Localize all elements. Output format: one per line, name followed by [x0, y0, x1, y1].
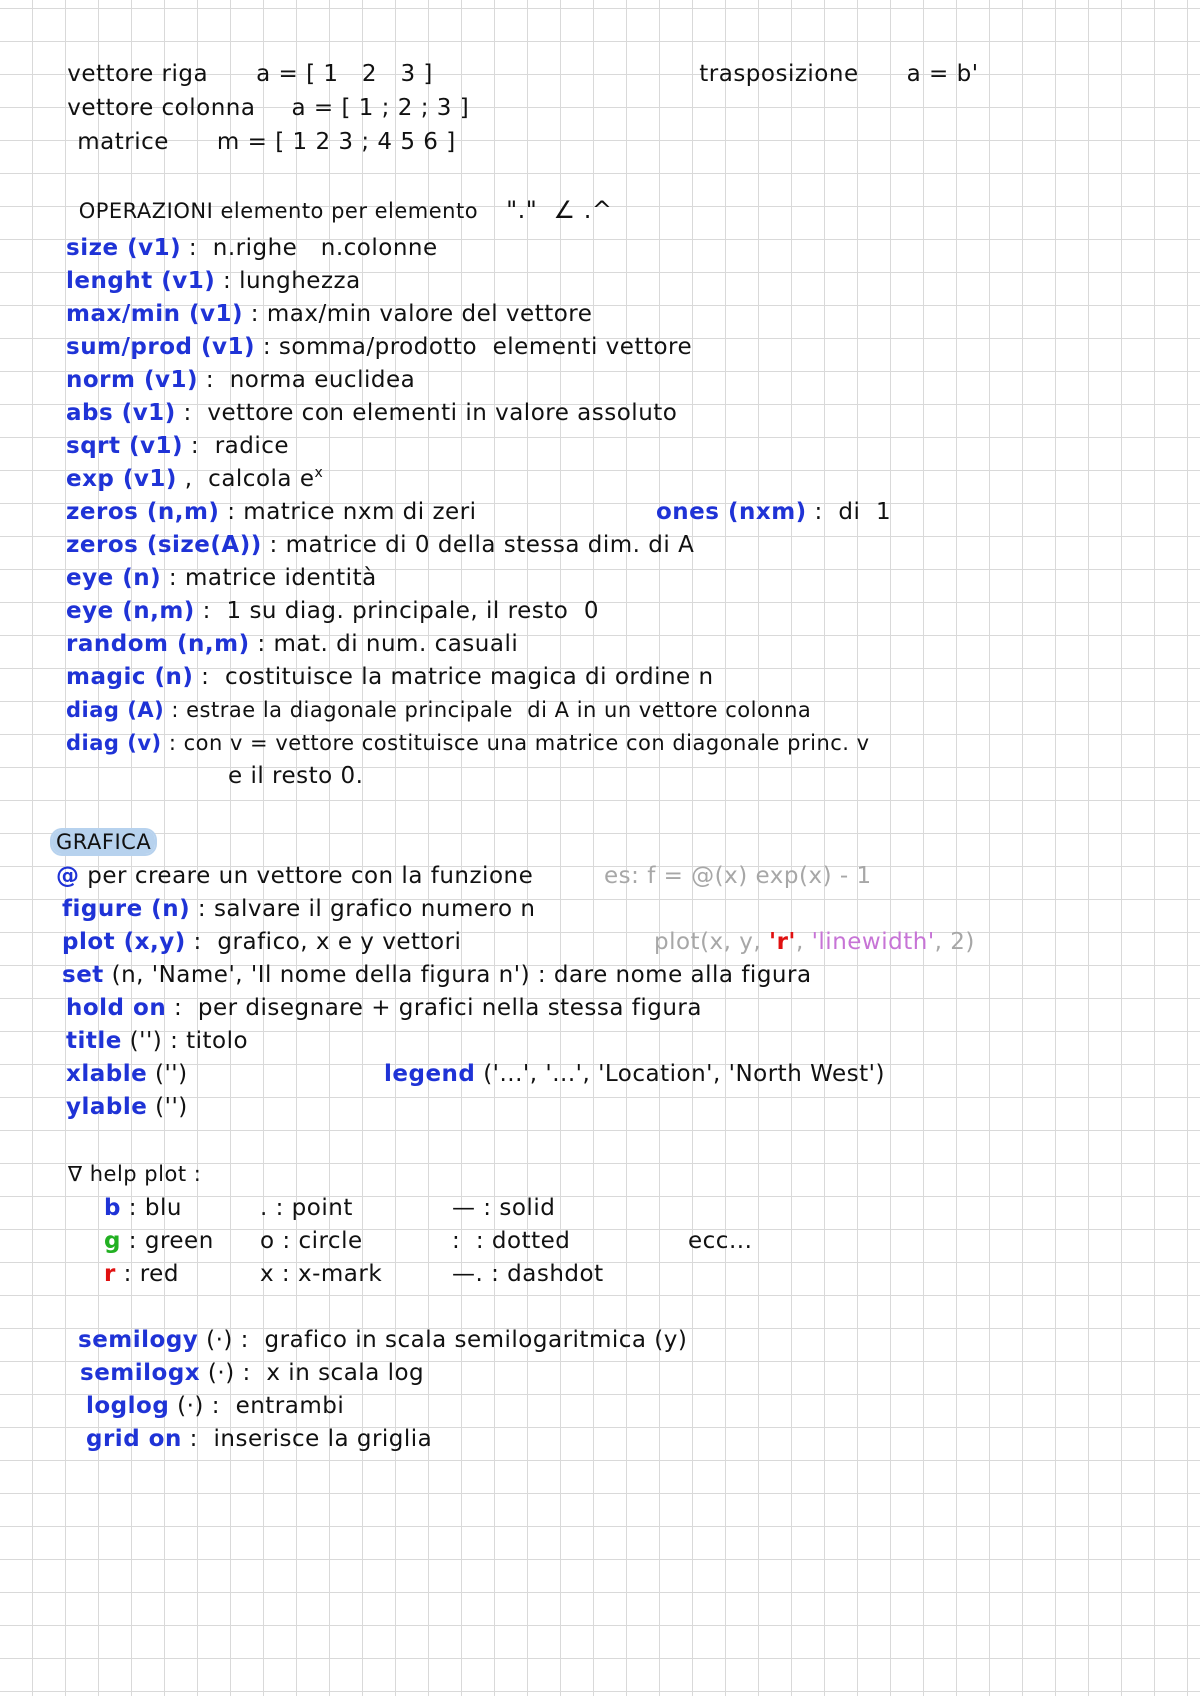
fn-magic: magic (n) [66, 664, 194, 690]
fn-sqrt: sqrt (v1) [66, 433, 184, 459]
fn-zeros-line [66, 498, 477, 526]
fn-abs-line [66, 399, 677, 427]
fn-norm-desc: : norma euclidea [198, 367, 416, 393]
fn-eye-nm-line [66, 597, 599, 625]
fn-exp: exp (v1) [66, 466, 177, 492]
fn-legend-args: ('...', '...', 'Location', 'North West') [475, 1061, 885, 1087]
fn-loglog-desc: (·) : entrambi [169, 1393, 345, 1419]
color-val-b: : blu [120, 1195, 182, 1221]
fn-semilogx-line [80, 1359, 424, 1387]
help-plot-heading [68, 1160, 201, 1188]
plot-example-mid: , [795, 929, 812, 955]
fn-abs-desc: : vettore con elementi in valore assoluto [175, 400, 678, 426]
plot-example-r: 'r' [769, 929, 796, 955]
fn-length: lenght (v1) [66, 268, 216, 294]
fn-set-line [62, 961, 812, 989]
fn-plot-line [62, 928, 461, 956]
fn-eye: eye (n) [66, 565, 162, 591]
fn-title: title [66, 1028, 122, 1054]
fn-norm: norm (v1) [66, 367, 199, 393]
fn-figure-line [62, 895, 535, 923]
transpose-label: trasposizione [699, 61, 859, 87]
fn-size: size (v1) [66, 235, 182, 261]
fn-diag-a: diag (A) [66, 698, 165, 722]
fn-maxmin-desc: : max/min valore del vettore [242, 301, 593, 327]
fn-diag-v-desc: : con v = vettore costituisce una matrice con diagonale princ. v [161, 731, 870, 755]
help-icon: ∇ [68, 1162, 90, 1186]
fn-zeros-size-line [66, 531, 694, 559]
fn-sqrt-desc: : radice [183, 433, 290, 459]
fn-diag-v: diag (v) [66, 731, 162, 755]
fn-length-line [66, 267, 361, 295]
fn-diag-a-line [66, 696, 811, 724]
plot-example-linewidth: 'linewidth' [811, 929, 935, 955]
fn-hold-on: hold on [66, 995, 167, 1021]
ops-title: OPERAZIONI elemento per elemento [78, 199, 479, 223]
marker-point: . : point [260, 1195, 353, 1221]
anon-fn-desc: per creare un vettore con la funzione [79, 863, 534, 889]
column-vector-def: a = [ 1 ; 2 ; 3 ] [291, 95, 470, 121]
column-vector-label: vettore colonna [67, 95, 256, 121]
fn-maxmin: max/min (v1) [66, 301, 243, 327]
fn-abs: abs (v1) [66, 400, 176, 426]
fn-length-desc: : lunghezza [215, 268, 361, 294]
fn-loglog-line [86, 1392, 344, 1420]
fn-random: random (n,m) [66, 631, 250, 657]
color-key-b: b [104, 1195, 121, 1221]
fn-xlable: xlable [66, 1061, 148, 1087]
fn-random-desc: : mat. di num. casuali [249, 631, 519, 657]
fn-sumprod-desc: : somma/prodotto elementi vettore [255, 334, 693, 360]
fn-eye-nm: eye (n,m) [66, 598, 195, 624]
fn-zeros-size: zeros (size(A)) [66, 532, 262, 558]
plot-example-pre: plot(x, y, [654, 929, 770, 955]
fn-legend: legend [384, 1061, 476, 1087]
fn-size-desc: : n.righe n.colonne [181, 235, 438, 261]
fn-ones-line [656, 498, 891, 526]
grafica-heading [52, 828, 155, 856]
fn-zeros: zeros (n,m) [66, 499, 220, 525]
fn-sumprod-line [66, 333, 692, 361]
fn-figure: figure (n) [62, 896, 191, 922]
fn-diag-v-line [66, 729, 870, 757]
fn-zeros-desc: : matrice nxm di zeri [219, 499, 477, 525]
row-vector-label: vettore riga [67, 61, 209, 87]
fn-semilogx-desc: (·) : x in scala log [200, 1360, 425, 1386]
fn-diag-a-desc: : estrae la diagonale principale di A in un vettore colonna [164, 698, 812, 722]
fn-plot-desc: : grafico, x e y vettori [185, 929, 462, 955]
grafica-title: GRAFICA [52, 830, 155, 854]
marker-x-mark: x : x-mark [260, 1261, 383, 1287]
color-key-g: g [104, 1228, 121, 1254]
fn-semilogx: semilogx [80, 1360, 201, 1386]
fn-hold-on-desc: : per disegnare + grafici nella stessa figura [166, 995, 702, 1021]
exp-superscript: x [314, 465, 324, 481]
fn-semilogy-desc: (·) : grafico in scala semilogaritmica (y) [198, 1327, 688, 1353]
fn-figure-desc: : salvare il grafico numero n [190, 896, 536, 922]
fn-semilogy: semilogy [78, 1327, 199, 1353]
fn-plot: plot (x,y) [62, 929, 186, 955]
matrix-label: matrice [77, 129, 169, 155]
fn-zeros-size-desc: : matrice di 0 della stessa dim. di A [261, 532, 695, 558]
fn-exp-line [66, 465, 323, 493]
line-dotted: : : dotted [452, 1228, 571, 1254]
fn-magic-desc: : costituisce la matrice magica di ordine n [193, 664, 714, 690]
help-plot-title: help plot : [89, 1162, 202, 1186]
transpose-line [668, 32, 979, 116]
fn-eye-desc: : matrice identità [161, 565, 377, 591]
fn-random-line [66, 630, 518, 658]
fn-title-desc: ('') : titolo [121, 1028, 249, 1054]
fn-eye-nm-desc: : 1 su diag. principale, il resto 0 [194, 598, 600, 624]
fn-ylable-line [66, 1093, 188, 1121]
fn-grid-on-line [86, 1425, 432, 1453]
anon-fn-example: es: f = @(x) exp(x) - 1 [604, 863, 872, 889]
fn-ones-desc: : di 1 [806, 499, 892, 525]
plot-example [654, 928, 975, 956]
help-color-g [104, 1227, 214, 1255]
fn-maxmin-line [66, 300, 592, 328]
transpose-def: a = b' [906, 61, 979, 87]
marker-circle: o : circle [260, 1228, 363, 1254]
fn-loglog: loglog [86, 1393, 170, 1419]
color-key-r: r [104, 1261, 116, 1287]
line-dashdot: —. : dashdot [452, 1261, 604, 1287]
fn-ylable-desc: ('') [147, 1094, 188, 1120]
fn-eye-line [66, 564, 377, 592]
fn-sqrt-line [66, 432, 289, 460]
fn-hold-on-line [66, 994, 702, 1022]
fn-ylable: ylable [66, 1094, 148, 1120]
fn-exp-desc: , calcola e [176, 466, 315, 492]
at-symbol: @ [56, 863, 80, 889]
fn-title-line [66, 1027, 248, 1055]
diag-continuation: e il resto 0. [228, 763, 364, 789]
help-etc: ecc... [688, 1228, 753, 1254]
help-color-r [104, 1260, 179, 1288]
plot-example-post: , 2) [934, 929, 975, 955]
fn-grid-on-desc: : inserisce la griglia [181, 1426, 433, 1452]
anon-fn-line [56, 862, 533, 890]
fn-magic-line [66, 663, 714, 691]
matrix-def: m = [ 1 2 3 ; 4 5 6 ] [216, 129, 456, 155]
color-val-g: : green [120, 1228, 214, 1254]
fn-set: set [62, 962, 104, 988]
fn-legend-line [384, 1060, 885, 1088]
fn-xlable-line [66, 1060, 188, 1088]
fn-sumprod: sum/prod (v1) [66, 334, 256, 360]
fn-xlable-desc: ('') [147, 1061, 188, 1087]
row-vector-def: a = [ 1 2 3 ] [256, 61, 433, 87]
help-color-b [104, 1194, 182, 1222]
fn-size-line [66, 234, 438, 262]
fn-norm-line [66, 366, 415, 394]
fn-ones: ones (nxm) [656, 499, 807, 525]
fn-semilogy-line [78, 1326, 687, 1354]
line-solid: — : solid [452, 1195, 556, 1221]
fn-set-desc: (n, 'Name', 'Il nome della figura n') : dare nome alla figura [103, 962, 812, 988]
fn-grid-on: grid on [86, 1426, 182, 1452]
ops-symbols: "." ∠ .^ [506, 196, 613, 224]
color-val-r: : red [115, 1261, 179, 1287]
